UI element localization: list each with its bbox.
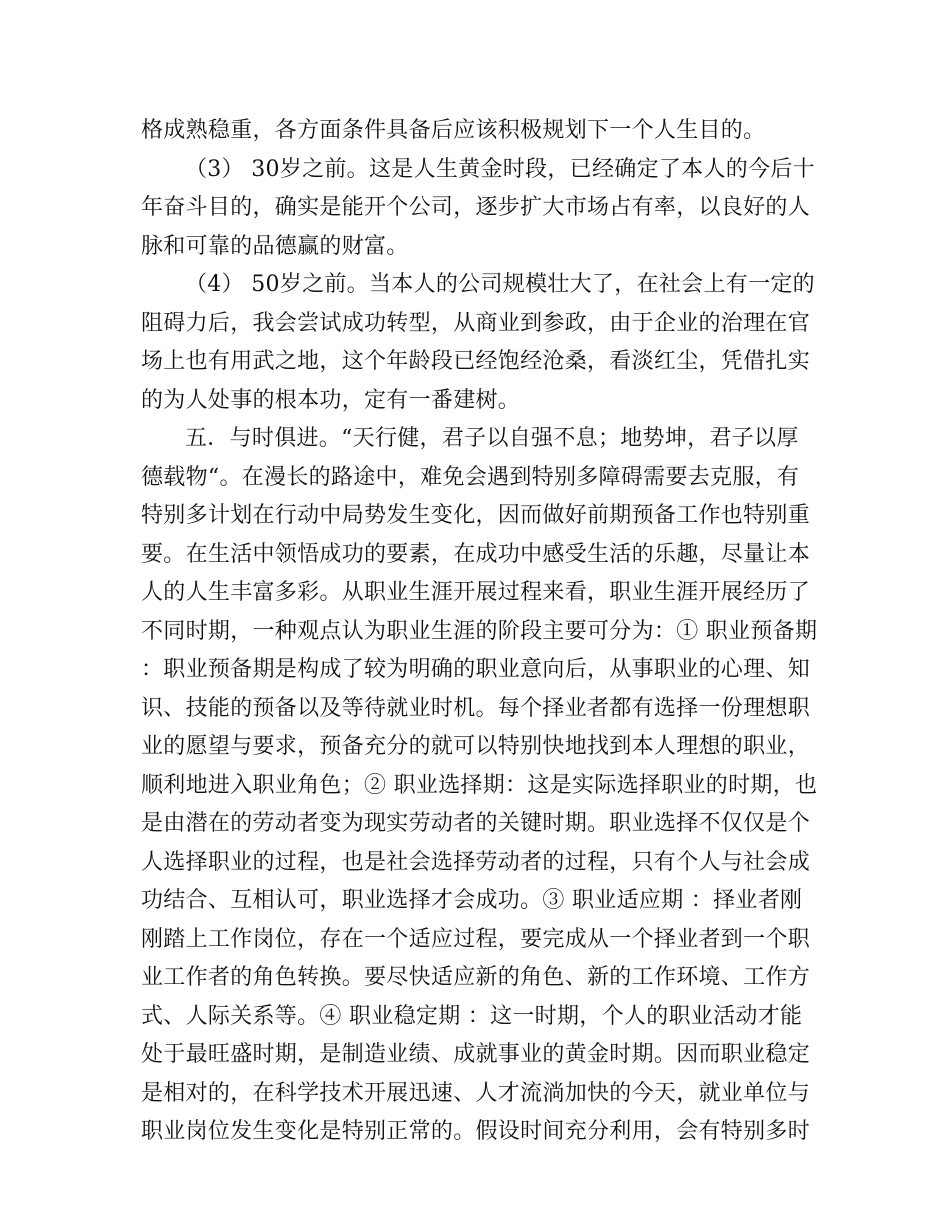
text-line: 格成熟稳重，各方面条件具备后应该积极规划下一个人生目的。	[141, 118, 766, 143]
body-text	[141, 112, 821, 1152]
text-line: 识、技能的预备以及等待就业时机。每个择业者都有选择一份理想职	[141, 695, 811, 721]
text-line: 业的愿望与要求，预备充分的就可以特别快地找到本人理想的职业，	[141, 734, 811, 759]
text-line: 年奋斗目的，确实是能开个公司，逐步扩大市场占有率，以良好的人	[141, 195, 811, 220]
text-line: 人的人生丰富多彩。从职业生涯开展过程来看，职业生涯开展经历了	[141, 580, 811, 605]
text-line: 顺利地进入职业角色；② 职业选择期：这是实际选择职业的时期，也	[141, 772, 818, 798]
text-line: 人选择职业的过程，也是社会选择劳动者的过程，只有个人与社会成	[141, 849, 811, 875]
text-line: 不同时期，一种观点认为职业生涯的阶段主要可分为：① 职业预备期	[141, 618, 818, 644]
text-line: 功结合、互相认可，职业选择才会成功。③ 职业适应期 ：择业者刚	[141, 888, 803, 913]
text-line: 的为人处事的根本功，定有一番建树。	[141, 387, 521, 413]
text-line: 场上也有用武之地，这个年龄段已经饱经沧桑，看淡红尘，凭借扎实	[141, 349, 811, 374]
text-line: 特别多计划在行动中局势发生变化，因而做好前期预备工作也特别重	[141, 503, 811, 528]
text-line: 处于最旺盛时期，是制造业绩、成就事业的黄金时期。因而职业稳定	[141, 1042, 811, 1067]
text-line: 德载物“。在漫长的路途中，难免会遇到特别多障碍需要去克服，有	[141, 464, 800, 490]
text-line: 是相对的，在科学技术开展迅速、人才流淌加快的今天，就业单位与	[141, 1080, 811, 1106]
text-line: 职业岗位发生变化是特别正常的。假设时间充分利用，会有特别多时	[141, 1119, 811, 1144]
text-line: 阻碍力后，我会尝试成功转型，从商业到参政，由于企业的治理在官	[141, 310, 811, 336]
text-line: 要。在生活中领悟成功的要素，在成功中感受生活的乐趣，尽量让本	[141, 541, 811, 567]
text-line: （4） 50岁之前。当本人的公司规模壮大了，在社会上有一定的	[185, 272, 815, 297]
text-line: 脉和可靠的品德赢的财富。	[141, 233, 409, 259]
text-line: 五．与时俱进。“天行健，君子以自强不息；地势坤，君子以厚	[185, 426, 799, 451]
text-line: 业工作者的角色转换。要尽快适应新的角色、新的工作环境、工作方	[141, 965, 811, 990]
text-line: （3） 30岁之前。这是人生黄金时段，已经确定了本人的今后十	[185, 156, 815, 182]
text-line: 式、人际关系等。④ 职业稳定期 ：这一时期，个人的职业活动才能	[141, 1003, 803, 1029]
text-line: 刚踏上工作岗位，存在一个适应过程，要完成从一个择业者到一个职	[141, 926, 811, 952]
text-line: ：职业预备期是构成了较为明确的职业意向后，从事职业的心理、知	[141, 657, 811, 682]
text-line: 是由潜在的劳动者变为现实劳动者的关键时期。职业选择不仅仅是个	[141, 811, 811, 836]
